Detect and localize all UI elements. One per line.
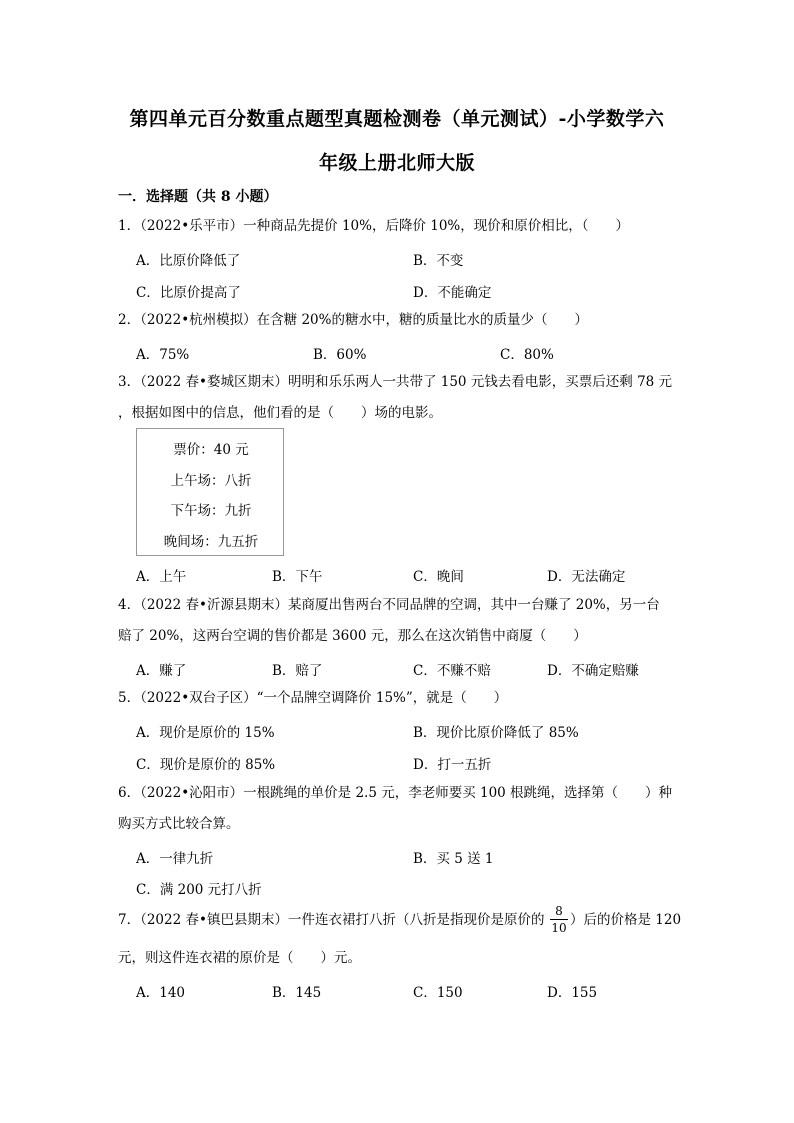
question-3-option-c: C．晚间 (413, 569, 464, 585)
fraction-denominator: 10 (551, 921, 567, 935)
question-5-option-d: D．打一五折 (413, 757, 492, 773)
question-5-option-c: C．现价是原价的 85% (136, 757, 276, 773)
question-7-option-c: C．150 (413, 985, 463, 1001)
document-title-line-1: 第四单元百分数重点题型真题检测卷（单元测试）-小学数学六 (129, 108, 665, 130)
question-3-stem-line-2: ，根据如图中的信息，他们看的是（ ）场的电影。 (118, 405, 442, 421)
price-info-line: 票价：40 元 (173, 442, 249, 458)
question-5-stem: 5．（2022•双台子区）“一个品牌空调降价 15%”，就是（ ） (118, 690, 508, 706)
question-5-option-a: A．现价是原价的 15% (136, 725, 275, 741)
question-7-stem-line-1a: 7．（2022 春•镇巴县期末）一件连衣裙打八折（八折是指现价是原价的 (118, 912, 545, 928)
question-5-option-b: B．现价比原价降低了 85% (413, 725, 579, 741)
question-1-option-d: D．不能确定 (413, 285, 492, 301)
question-4-stem-line-1: 4．（2022 春•沂源县期末）某商厦出售两台不同品牌的空调，其中一台赚了 20%，另一台 (118, 597, 660, 613)
question-2-option-b: B．60% (313, 347, 367, 363)
price-info-line: 上午场：八折 (170, 473, 252, 489)
price-info-line: 晚间场：九五折 (163, 534, 259, 550)
section-heading: 一．选择题（共 8 小题） (118, 189, 278, 205)
question-1-stem: 1．（2022•乐平市）一种商品先提价 10%，后降价 10%，现价和原价相比，（ ） (118, 218, 630, 234)
question-7-stem-line-1b: ）后的价格是 120 (570, 912, 682, 928)
question-6-stem-line-2: 购买方式比较合算。 (118, 816, 240, 832)
document-title-line-2: 年级上册北师大版 (318, 152, 475, 174)
question-4-option-d: D．不确定赔赚 (547, 663, 639, 679)
question-3-option-a: A．上午 (136, 569, 187, 585)
question-4-option-b: B．赔了 (272, 663, 323, 679)
question-2-option-a: A．75% (136, 347, 190, 363)
question-6-option-b: B．买 5 送 1 (413, 851, 494, 867)
question-4-stem-line-2: 赔了 20%，这两台空调的售价都是 3600 元，那么在这次销售中商厦（ ） (118, 628, 587, 644)
fraction-numerator: 8 (555, 904, 563, 918)
question-3-stem-line-1: 3．（2022 春•婺城区期末）明明和乐乐两人一共带了 150 元钱去看电影，买票后还剩 78 元 (118, 374, 673, 390)
question-3-option-d: D．无法确定 (547, 569, 626, 585)
fraction-bar (550, 919, 568, 920)
question-1-option-a: A．比原价降低了 (136, 253, 241, 269)
question-4-option-c: C．不赚不赔 (413, 663, 491, 679)
question-2-option-c: C．80% (500, 347, 554, 363)
question-4-option-a: A．赚了 (136, 663, 187, 679)
fraction-eight-tenths (550, 904, 568, 935)
question-6-stem-line-1: 6．（2022•沁阳市）一根跳绳的单价是 2.5 元，李老师要买 100 根跳绳，选择第（ ）种 (118, 785, 673, 801)
question-7-stem-line-2: 元，则这件连衣裙的原价是（ ）元。 (118, 950, 361, 966)
question-3-option-b: B．下午 (272, 569, 323, 585)
question-1-option-c: C．比原价提高了 (136, 285, 241, 301)
question-7-option-a: A．140 (136, 985, 186, 1001)
question-2-stem: 2．（2022•杭州模拟）在含糖 20%的糖水中，糖的质量比水的质量少（ ） (118, 312, 588, 328)
question-7-option-b: B．145 (272, 985, 322, 1001)
question-7-option-d: D．155 (547, 985, 598, 1001)
question-6-option-c: C．满 200 元打八折 (136, 882, 262, 898)
price-info-box (136, 428, 284, 556)
question-6-option-a: A．一律九折 (136, 851, 214, 867)
price-info-line: 下午场：九折 (170, 503, 252, 519)
question-1-option-b: B．不变 (413, 253, 464, 269)
